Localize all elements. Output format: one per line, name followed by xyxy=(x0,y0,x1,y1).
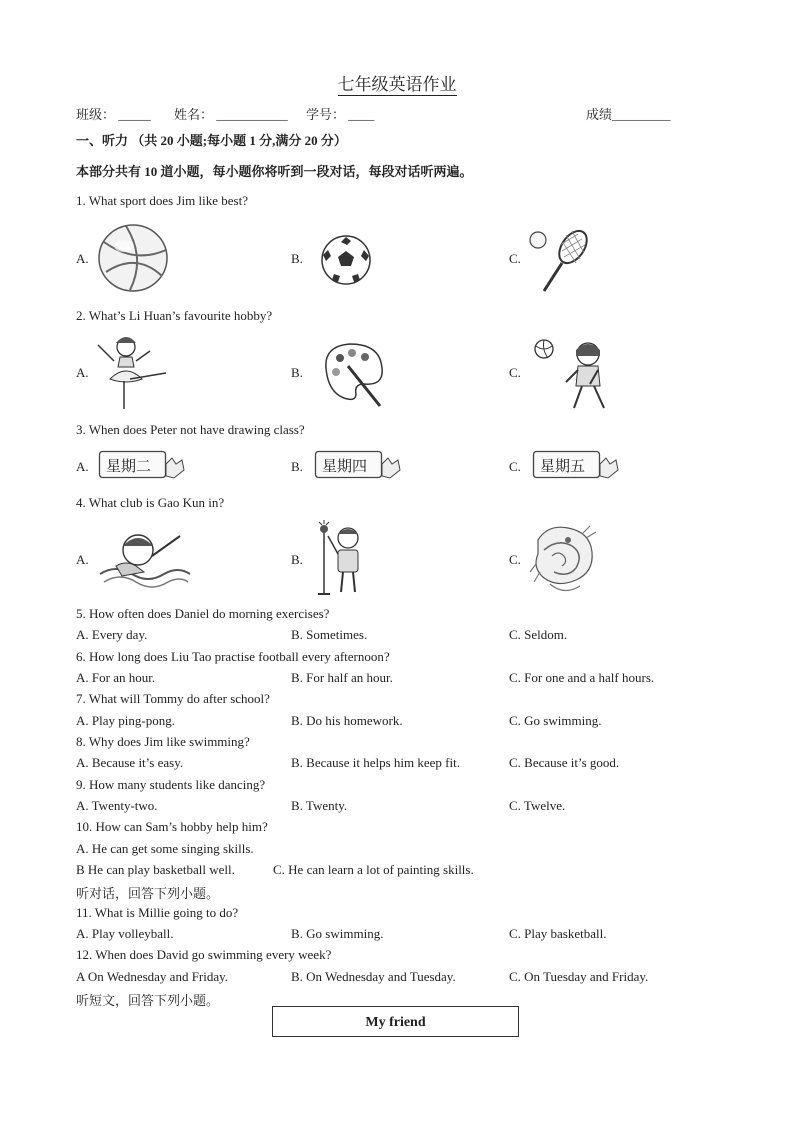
q12-option-b[interactable]: B. On Wednesday and Tuesday. xyxy=(291,969,456,984)
q8-option-a[interactable]: A. Because it’s easy. xyxy=(76,755,184,770)
passage-instruction: 听短文，回答下列小题。 xyxy=(76,994,220,1009)
q4-option-a[interactable]: A. xyxy=(76,552,89,567)
q7-option-b[interactable]: B. Do his homework. xyxy=(291,713,403,728)
question-12: 12. When does David go swimming every week? xyxy=(76,947,332,962)
q9-option-a[interactable]: A. Twenty-two. xyxy=(76,798,158,813)
q8-option-c[interactable]: C. Because it’s good. xyxy=(509,755,620,770)
q5-option-c[interactable]: C. Seldom. xyxy=(509,627,568,642)
q1-option-b[interactable]: B. xyxy=(291,251,303,266)
q7-option-c[interactable]: C. Go swimming. xyxy=(509,713,602,728)
tennis-racket-icon xyxy=(528,225,592,295)
q4-option-b[interactable]: B. xyxy=(291,552,303,567)
q7-option-a[interactable]: A. Play ping-pong. xyxy=(76,713,175,728)
class-field xyxy=(76,104,151,123)
question-7: 7. What will Tommy do after school? xyxy=(76,691,270,706)
name-label: 姓名： xyxy=(174,107,214,122)
q3-option-a[interactable]: A. xyxy=(76,459,89,474)
question-1: 1. What sport does Jim like best? xyxy=(76,193,248,208)
paint-palette-icon xyxy=(320,340,386,410)
q12-option-c[interactable]: C. On Tuesday and Friday. xyxy=(509,969,649,984)
basketball-icon xyxy=(96,222,172,294)
question-2: 2. What’s Li Huan’s favourite hobby? xyxy=(76,308,273,323)
q4-option-c[interactable]: C. xyxy=(509,552,521,567)
passage-title: My friend xyxy=(365,1015,426,1030)
q1-option-c[interactable]: C. xyxy=(509,251,521,266)
score-field xyxy=(586,104,671,123)
id-field xyxy=(306,104,374,123)
q3-option-c[interactable]: C. xyxy=(509,459,521,474)
q5-option-a[interactable]: A. Every day. xyxy=(76,627,148,642)
q2-option-a[interactable]: A. xyxy=(76,365,89,380)
q5-option-b[interactable]: B. Sometimes. xyxy=(291,627,368,642)
question-4: 4. What club is Gao Kun in? xyxy=(76,495,225,510)
question-11: 11. What is Millie going to do? xyxy=(76,905,239,920)
q8-option-b[interactable]: B. Because it helps him keep fit. xyxy=(291,755,460,770)
volleyball-player-icon xyxy=(530,336,612,412)
stamp-thursday: 星期四 xyxy=(314,450,404,482)
question-8: 8. Why does Jim like swimming? xyxy=(76,734,250,749)
question-9: 9. How many students like dancing? xyxy=(76,777,266,792)
passage-title-box xyxy=(272,1006,519,1037)
q2-option-c[interactable]: C. xyxy=(509,365,521,380)
dragon-paper-cut-icon xyxy=(528,520,602,598)
class-blank[interactable]: _____ xyxy=(118,107,151,122)
q11-option-b[interactable]: B. Go swimming. xyxy=(291,926,384,941)
question-10: 10. How can Sam’s hobby help him? xyxy=(76,819,268,834)
q10-option-b[interactable]: B He can play basketball well. xyxy=(76,862,235,877)
q6-option-b[interactable]: B. For half an hour. xyxy=(291,670,393,685)
q2-option-b[interactable]: B. xyxy=(291,365,303,380)
question-6: 6. How long does Liu Tao practise football every afternoon? xyxy=(76,649,390,664)
stamp-tuesday: 星期二 xyxy=(98,450,188,482)
question-5: 5. How often does Daniel do morning exercises? xyxy=(76,606,330,621)
ballet-dancer-icon xyxy=(94,333,170,411)
name-field xyxy=(174,104,288,123)
name-blank[interactable]: ___________ xyxy=(216,107,288,122)
q3-option-b[interactable]: B. xyxy=(291,459,303,474)
q11-option-a[interactable]: A. Play volleyball. xyxy=(76,926,174,941)
dialog-instruction: 听对话，回答下列小题。 xyxy=(76,887,220,902)
q12-option-a[interactable]: A On Wednesday and Friday. xyxy=(76,969,229,984)
score-blank[interactable]: _________ xyxy=(612,107,671,122)
q11-option-c[interactable]: C. Play basketball. xyxy=(509,926,607,941)
section-heading: 一、听力 （共 20 小题;每小题 1 分,满分 20 分） xyxy=(76,133,347,148)
q9-option-c[interactable]: C. Twelve. xyxy=(509,798,566,813)
swimmer-icon xyxy=(96,522,192,594)
soccer-ball-icon xyxy=(320,234,372,286)
section-instruction: 本部分共有 10 道小题，每小题你将听到一段对话，每段对话听两遍。 xyxy=(76,164,473,179)
id-blank[interactable]: ____ xyxy=(348,107,375,122)
q6-option-c[interactable]: C. For one and a half hours. xyxy=(509,670,655,685)
score-label: 成绩 xyxy=(586,107,613,122)
q10-option-c[interactable]: C. He can learn a lot of painting skills. xyxy=(273,862,474,877)
q9-option-b[interactable]: B. Twenty. xyxy=(291,798,348,813)
page-title: 七年级英语作业 xyxy=(337,75,457,94)
stamp-friday: 星期五 xyxy=(532,450,622,482)
question-3: 3. When does Peter not have drawing class? xyxy=(76,422,305,437)
singer-with-microphone-icon xyxy=(318,520,368,596)
class-label: 班级： xyxy=(76,107,116,122)
q6-option-a[interactable]: A. For an hour. xyxy=(76,670,156,685)
q10-option-a[interactable]: A. He can get some singing skills. xyxy=(76,841,254,856)
id-label: 学号： xyxy=(306,107,346,122)
q1-option-a[interactable]: A. xyxy=(76,251,89,266)
